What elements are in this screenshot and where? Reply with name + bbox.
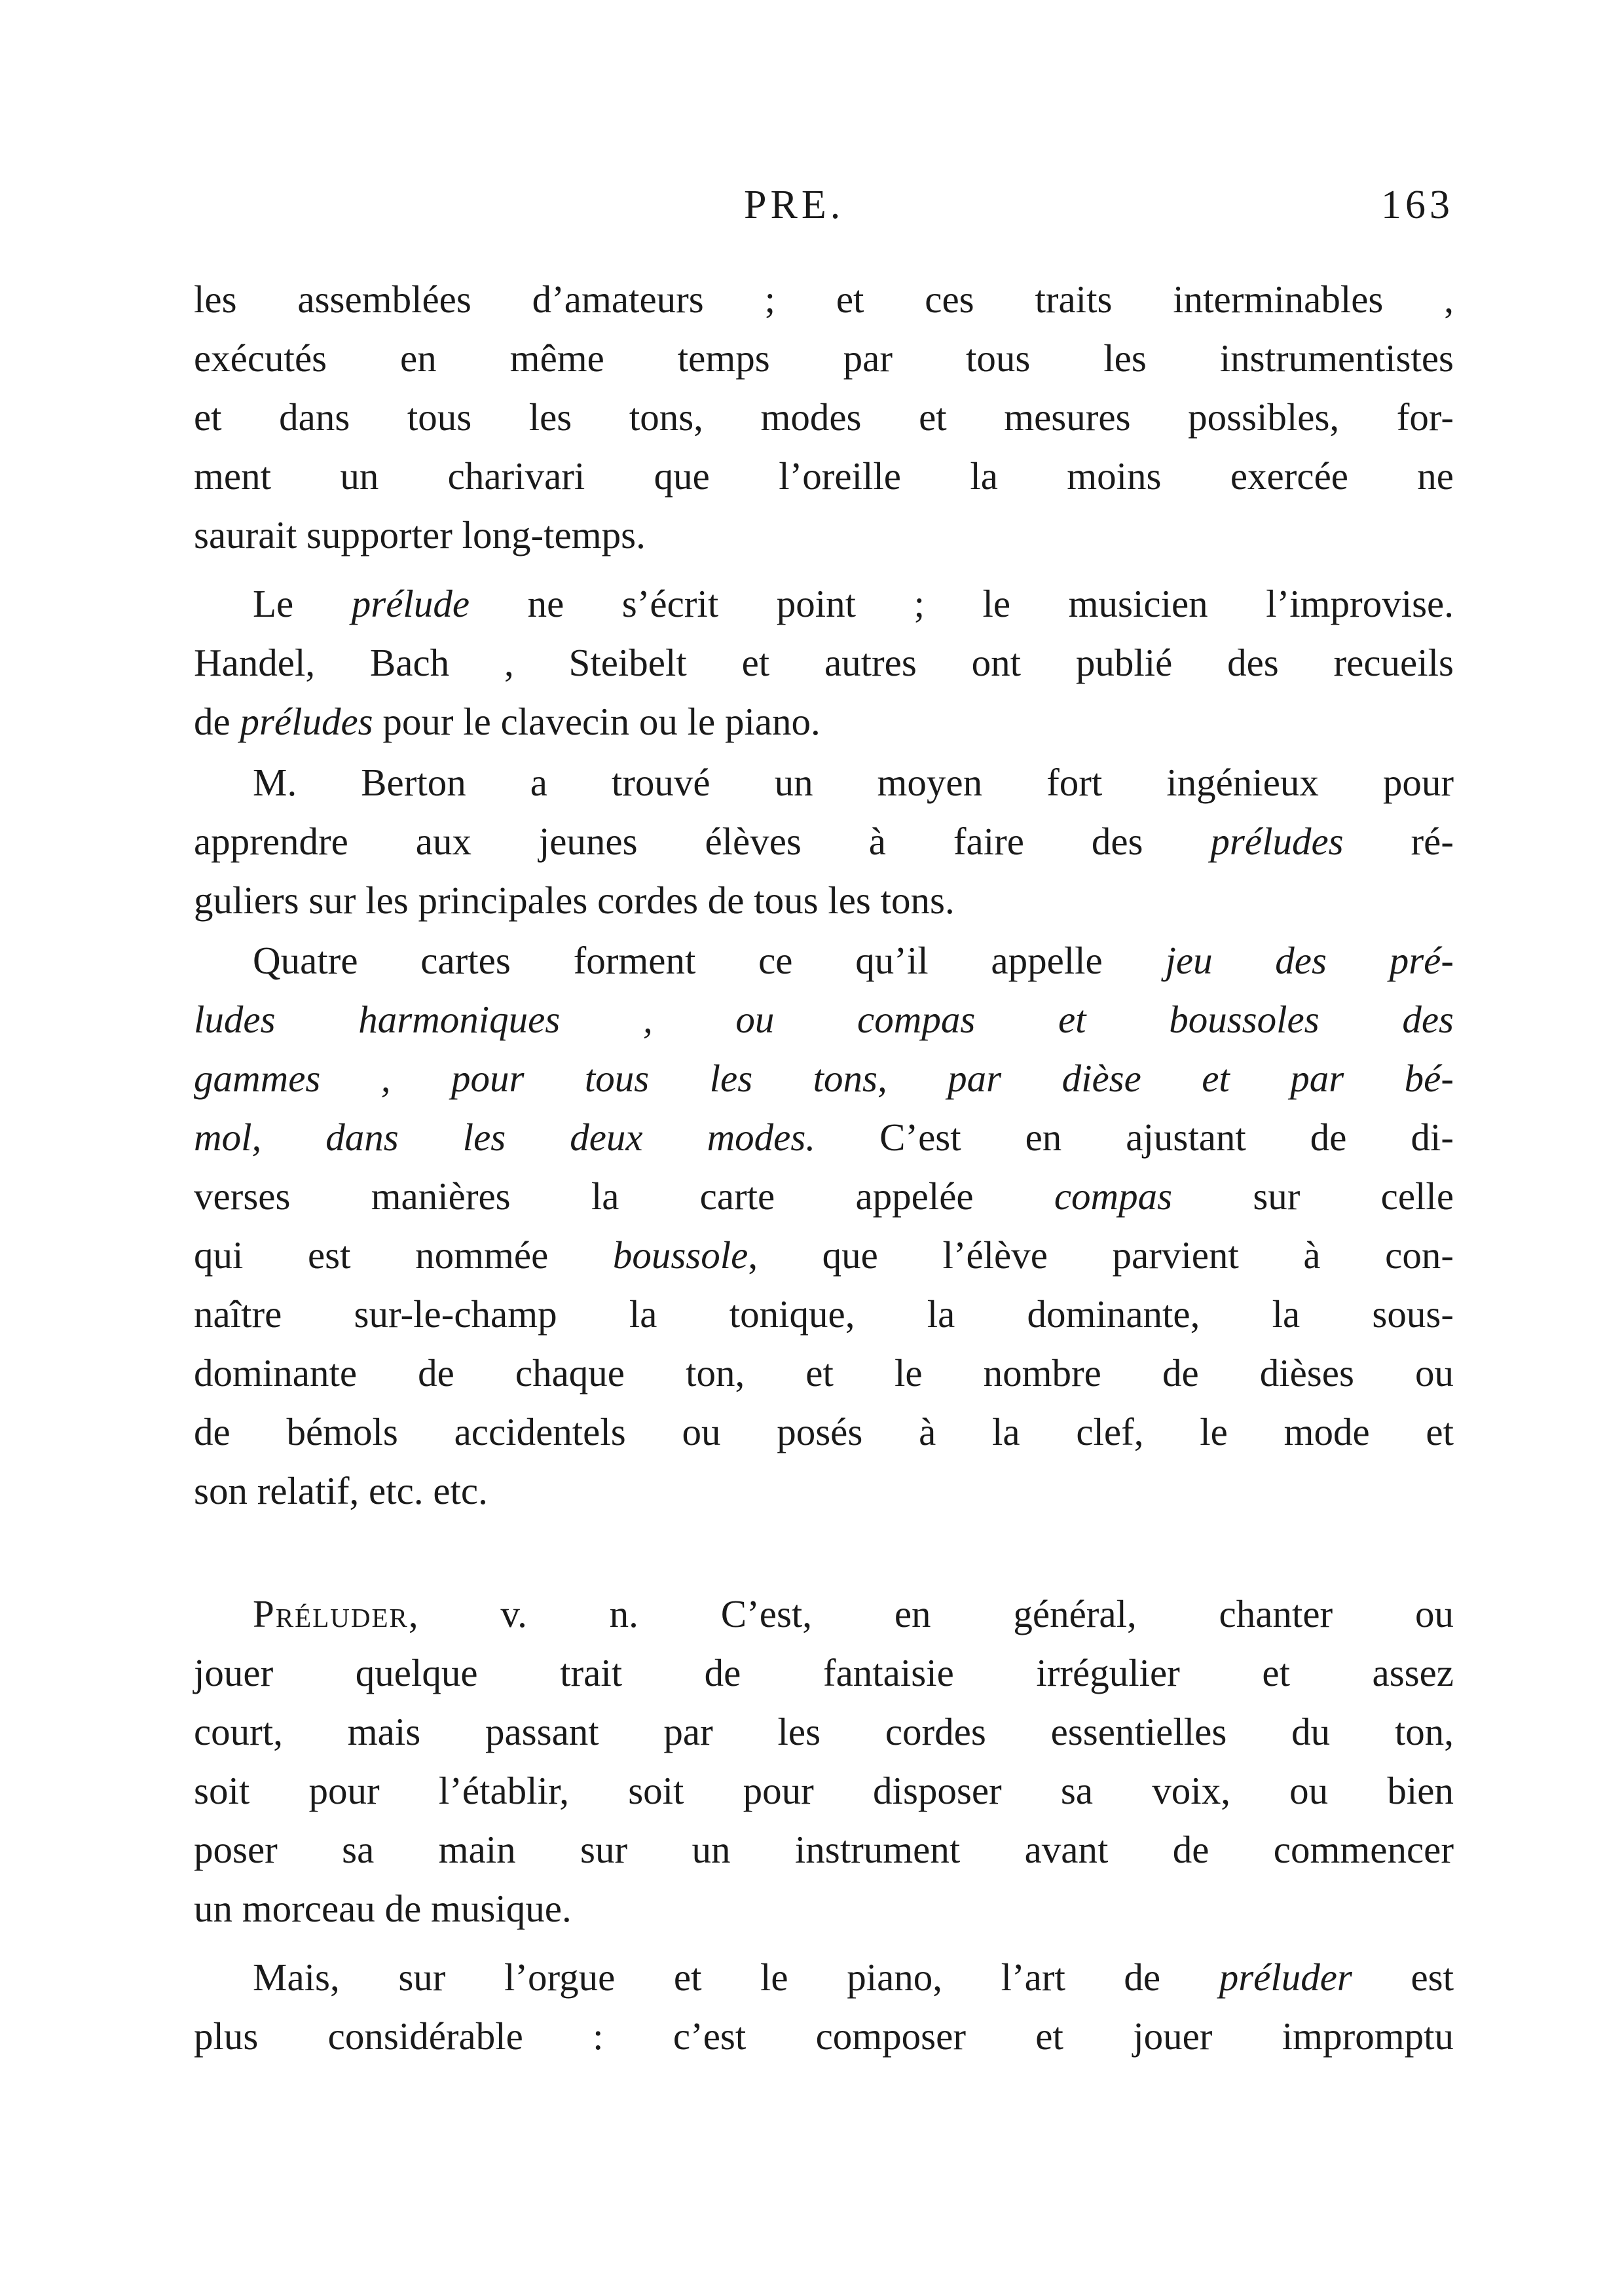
paragraph-2 [194, 574, 1454, 751]
text-run: , que l’élève parvient à con- [748, 1233, 1454, 1277]
text-run: Quatre cartes forment ce qu’il appelle [253, 939, 1166, 982]
paragraph-5-preluder-entry [194, 1584, 1454, 1938]
entry-headword: Préluder [253, 1592, 409, 1635]
text-line: de bémols accidentels ou posés à la clef, le mode et [194, 1410, 1454, 1453]
text-run: apprendre aux jeunes élèves à faire des [194, 820, 1211, 863]
text-line: Handel, Bach , Steibelt et autres ont publié des recueils [194, 641, 1454, 684]
italic-term: mol, dans les deux modes. [194, 1116, 816, 1159]
paragraph-4 [194, 931, 1454, 1520]
text-line [194, 574, 1454, 633]
text-line: et dans tous les tons, modes et mesures possibles, for- [194, 395, 1454, 439]
text-line [194, 1049, 1454, 1108]
italic-term: prélude [351, 582, 470, 625]
text-run: ne s’écrit point ; le musicien l’improvise. [470, 582, 1454, 625]
text-line: jouer quelque trait de fantaisie irrégulier et assez [194, 1651, 1454, 1694]
text-line: court, mais passant par les cordes essentielles du ton, [194, 1710, 1454, 1753]
italic-term: préludes [240, 700, 373, 743]
text-run: C’est en ajustant de di- [815, 1116, 1454, 1159]
text-run: Le [253, 582, 352, 625]
italic-term: jeu des pré- [1165, 939, 1454, 982]
text-line: naître sur-le-champ la tonique, la dominante, la sous- [194, 1292, 1454, 1336]
page-header [194, 182, 1454, 234]
text-line [194, 1584, 1454, 1643]
text-line: ment un charivari que l’oreille la moins exercée ne [194, 454, 1454, 498]
text-line [194, 1167, 1454, 1226]
text-line [194, 692, 1454, 751]
text-line: guliers sur les principales cordes de tous les tons. [194, 879, 955, 922]
text-line [194, 1108, 1454, 1167]
text-line: saurait supporter long-temps. [194, 513, 646, 556]
text-line [194, 812, 1454, 871]
text-line [194, 990, 1454, 1049]
text-run: de [194, 700, 240, 743]
text-run: Mais, sur l’orgue et le piano, l’art de [253, 1956, 1219, 1999]
text-run: sur celle [1172, 1175, 1454, 1218]
page-number: 163 [1381, 183, 1454, 227]
text-line: dominante de chaque ton, et le nombre de dièses ou [194, 1351, 1454, 1394]
text-run: , v. n. C’est, en général, chanter ou [408, 1592, 1454, 1635]
text-line: soit pour l’établir, soit pour disposer sa voix, ou bien [194, 1769, 1454, 1812]
paragraph-1 [194, 270, 1454, 564]
text-run: pour le clavecin ou le piano. [373, 700, 821, 743]
text-line: un morceau de musique. [194, 1887, 572, 1930]
italic-term: préludes [1210, 820, 1344, 863]
text-run: qui est nommée [194, 1233, 613, 1277]
text-run: ré- [1343, 820, 1454, 863]
text-line: son relatif, etc. etc. [194, 1469, 488, 1512]
text-line: les assemblées d’amateurs ; et ces traits interminables , [194, 278, 1454, 321]
text-line: poser sa main sur un instrument avant de commencer [194, 1828, 1454, 1871]
italic-term: préluder [1219, 1956, 1352, 1999]
paragraph-3 [194, 753, 1454, 930]
text-run: est [1352, 1956, 1454, 1999]
italic-term: boussole [612, 1233, 748, 1277]
italic-term: ludes harmoniques , ou compas et boussoles des [194, 998, 1454, 1041]
text-line [194, 1948, 1454, 2007]
paragraph-6 [194, 1948, 1454, 2066]
italic-term: gammes , pour tous les tons, par dièse et par bé- [194, 1057, 1454, 1100]
text-line [194, 1226, 1454, 1285]
running-title: PRE. [744, 183, 845, 227]
text-line: plus considérable : c’est composer et jouer impromptu [194, 2014, 1454, 2058]
text-line [194, 931, 1454, 990]
text-run: verses manières la carte appelée [194, 1175, 1054, 1218]
text-line: M. Berton a trouvé un moyen fort ingénieux pour [253, 761, 1454, 804]
text-line: exécutés en même temps par tous les instrumentistes [194, 337, 1454, 380]
italic-term: compas [1054, 1175, 1173, 1218]
